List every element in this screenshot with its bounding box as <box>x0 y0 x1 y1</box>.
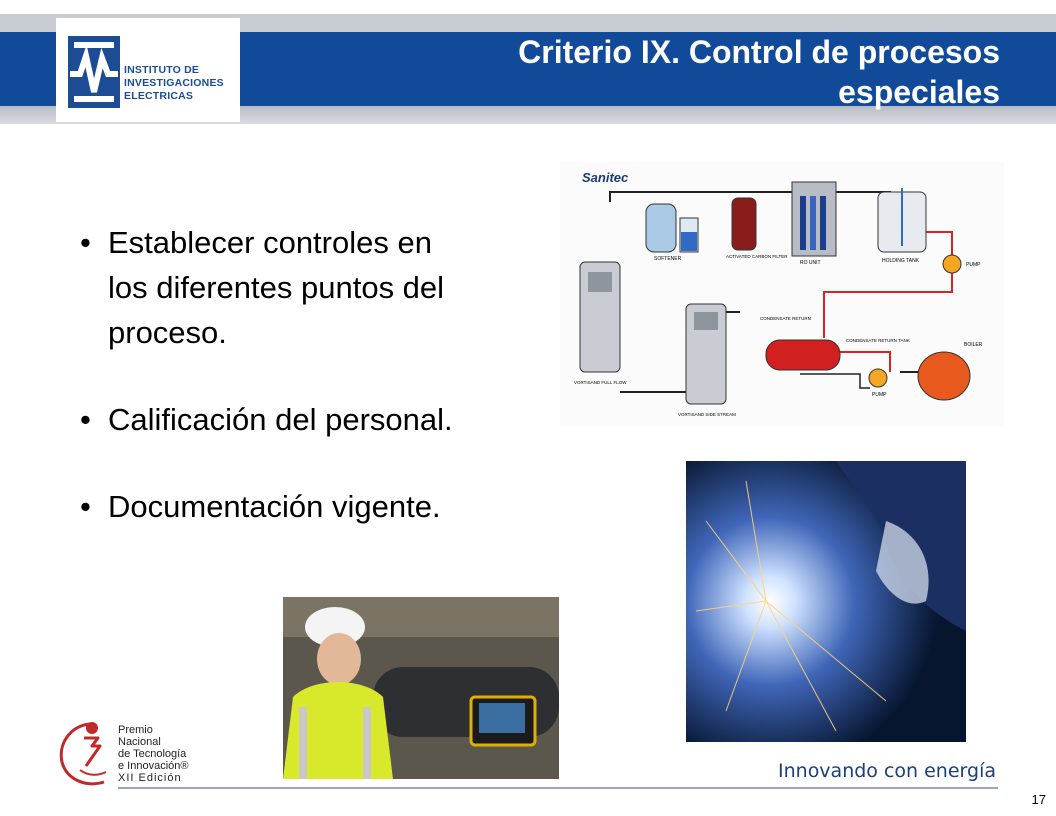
process-diagram-image <box>560 162 1004 426</box>
bullet-text: Documentación vigente. <box>108 489 441 524</box>
logo-line: INVESTIGACIONES <box>124 77 224 89</box>
bullet-icon: • <box>80 225 91 260</box>
footer-divider <box>118 787 998 789</box>
diagram-label-softener: SOFTENER <box>654 256 682 262</box>
footer-tagline: Innovando con energía <box>778 760 996 782</box>
diagram-label-condensate-return: CONDENSATE RETURN <box>760 316 811 321</box>
condensate-tank <box>766 340 840 370</box>
diagram-label-boiler: BOILER <box>964 342 983 348</box>
slide-number: 17 <box>1031 792 1046 807</box>
logo-line: ELECTRICAS <box>124 90 194 102</box>
bullet-text: Calificación del personal. <box>108 402 453 437</box>
bullet-item <box>74 484 474 529</box>
award-edition: XII Edición <box>118 772 182 784</box>
diagram-label-pump-top: PUMP <box>966 262 981 268</box>
pump-bottom <box>869 369 887 387</box>
diagram-label-full-flow: VORTISAND FULL FLOW <box>574 380 627 385</box>
institute-logo <box>56 18 240 122</box>
boiler <box>918 352 970 400</box>
diagram-label-pump-bottom: PUMP <box>872 392 887 398</box>
bullet-icon: • <box>80 489 91 524</box>
pump-top <box>943 255 961 273</box>
diagram-brand: Sanitec <box>582 170 629 185</box>
diagram-label-side-stream: VORTISAND SIDE STREAM <box>678 412 736 417</box>
award-line: e Innovación® <box>118 760 189 772</box>
institute-logo-text <box>124 64 240 103</box>
diagram-label-carbon: ACTIVATED CARBON FILTER <box>726 254 788 259</box>
technician-photo <box>283 597 559 779</box>
diagram-label-holding: HOLDING TANK <box>882 258 920 264</box>
bullet-item <box>74 397 474 442</box>
award-line: Premio <box>118 724 153 736</box>
slide-title: Criterio IX. Control de procesos especiales <box>518 34 1000 110</box>
bullet-item <box>74 220 474 355</box>
bullet-text: Establecer controles en los diferentes puntos del proceso. <box>108 225 445 350</box>
award-line: de Tecnología <box>118 748 187 760</box>
award-text <box>118 724 208 784</box>
bullet-icon: • <box>80 402 91 437</box>
diagram-label-ro: RO UNIT <box>800 260 821 266</box>
diagram-label-condensate-tank: CONDENSATE RETURN TANK <box>846 338 910 343</box>
institute-logo-mark-icon <box>68 36 120 108</box>
logo-line: INSTITUTO DE <box>124 64 200 76</box>
bullet-list <box>74 220 474 571</box>
award-line: Nacional <box>118 736 161 748</box>
softener-tank <box>646 204 676 252</box>
welding-photo <box>686 461 966 742</box>
carbon-filter <box>732 198 756 250</box>
